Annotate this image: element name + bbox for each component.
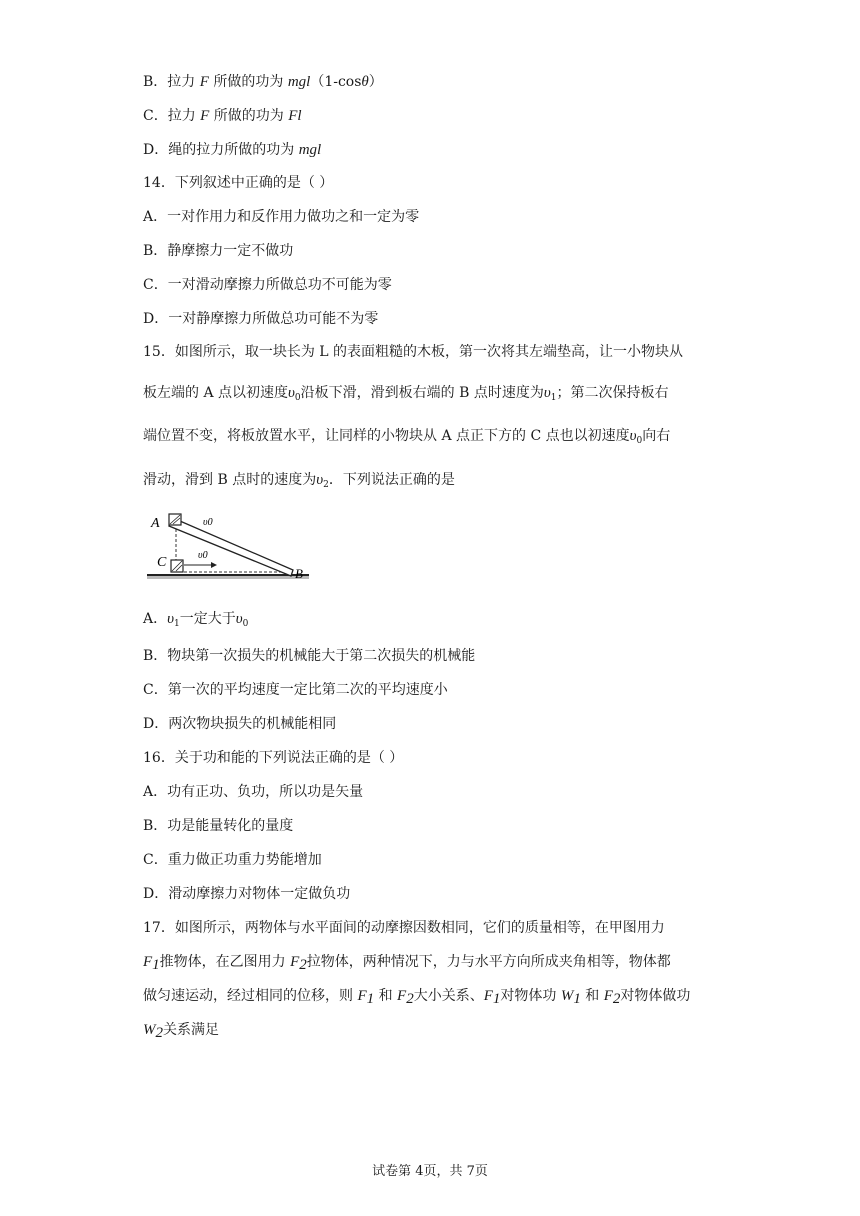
q15-stem-line2: 板左端的 A 点以初速度$\upsilon_0$沿板下滑，滑到板右端的 B 点时速度为$\upsilon_1$；第二次保持板右	[143, 385, 669, 403]
q14-option-c: C．一对滑动摩擦力所做总功不可能为零	[143, 277, 392, 293]
page-footer: 试卷第 4页，共 7页	[372, 1164, 488, 1179]
q17-stem-line2: $F_1$推物体，在乙图用力 $F_2$拉物体，两种情况下，力与水平方向所成夹角相等，物体都	[143, 954, 671, 973]
label-v0-bottom: υ0	[198, 550, 208, 561]
q15-option-a: A．$\upsilon_1$一定大于$\upsilon_0$	[143, 611, 249, 629]
q14-option-a: A．一对作用力和反作用力做功之和一定为零	[143, 209, 420, 225]
q15-option-b: B．物块第一次损失的机械能大于第二次损失的机械能	[143, 648, 476, 664]
incline-board-figure	[143, 510, 313, 580]
q15-stem-line3: 端位置不变，将板放置水平，让同样的小物块从 A 点正下方的 C 点也以初速度$\upsilon_0$向右	[143, 428, 671, 446]
q16-stem: 16．关于功和能的下列说法正确的是（ ）	[143, 750, 404, 766]
q13-option-c: C．拉力 F 所做的功为 Fl	[143, 108, 302, 124]
q16-option-a: A．功有正功、负功，所以功是矢量	[143, 784, 364, 800]
arrow-c-head	[211, 562, 217, 568]
label-c: C	[157, 555, 167, 570]
q15-stem-line1: 15．如图所示，取一块长为 L 的表面粗糙的木板，第一次将其左端垫高，让一小物块从	[143, 344, 684, 360]
q15-stem-line4: 滑动，滑到 B 点时的速度为$\upsilon_2$．下列说法正确的是	[143, 472, 455, 490]
ground-hatch	[147, 576, 309, 579]
label-a: A	[151, 516, 160, 531]
q17-stem-line1: 17．如图所示，两物体与水平面间的动摩擦因数相同，它们的质量相等，在甲图用力	[143, 920, 665, 936]
q13-option-d: D．绳的拉力所做的功为 mgl	[143, 142, 322, 158]
q16-option-d: D．滑动摩擦力对物体一定做负功	[143, 886, 351, 902]
inclined-board	[169, 518, 293, 576]
q16-option-b: B．功是能量转化的量度	[143, 818, 294, 834]
label-v0-top: υ0	[203, 517, 213, 528]
q13-option-b: B．拉力 F 所做的功为 mgl（1-cosθ）	[143, 74, 383, 90]
label-b: B	[295, 566, 303, 580]
q15-option-d: D．两次物块损失的机械能相同	[143, 716, 337, 732]
q14-option-d: D．一对静摩擦力所做总功可能不为零	[143, 311, 379, 327]
q14-stem: 14．下列叙述中正确的是（ ）	[143, 175, 334, 191]
q17-stem-line4: $W_2$关系满足	[143, 1022, 219, 1041]
q17-stem-line3: 做匀速运动，经过相同的位移，则 $F_1$ 和 $F_2$大小关系、$F_1$对物体功 $W_1$ 和 $F_2$对物体做功	[143, 988, 691, 1007]
q16-option-c: C．重力做正功重力势能增加	[143, 852, 322, 868]
q14-option-b: B．静摩擦力一定不做功	[143, 243, 294, 259]
q15-option-c: C．第一次的平均速度一定比第二次的平均速度小	[143, 682, 448, 698]
